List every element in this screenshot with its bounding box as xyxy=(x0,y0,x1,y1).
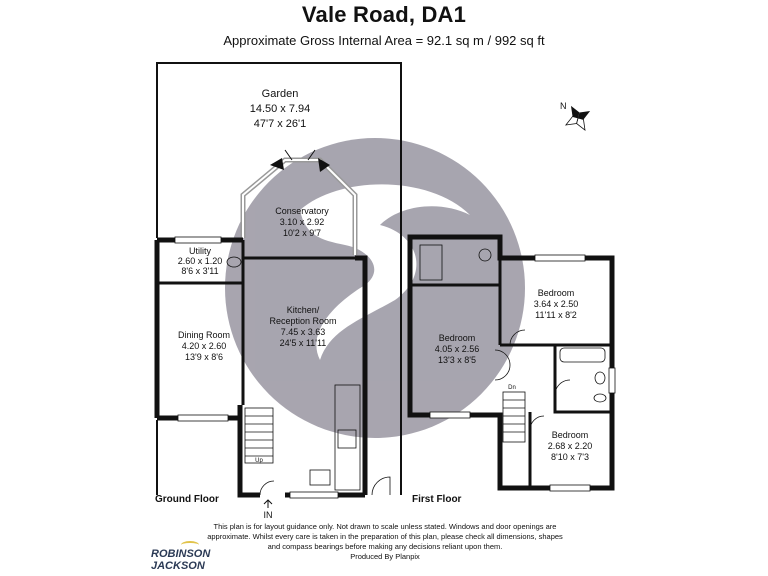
kitchen-name-line2: Reception Room xyxy=(269,316,337,326)
bedroom-3-name: Bedroom xyxy=(551,430,589,440)
first-floor-label: First Floor xyxy=(412,494,462,505)
utility-imperial: 8'6 x 3'11 xyxy=(181,266,219,276)
gross-internal-area: Approximate Gross Internal Area = 92.1 sq m / 992 sq ft xyxy=(223,33,545,48)
conservatory-metric: 3.10 x 2.92 xyxy=(279,217,325,227)
bedroom-3-metric: 2.68 x 2.20 xyxy=(547,441,593,451)
front-door xyxy=(260,481,274,495)
compass-north-label: N xyxy=(560,101,567,111)
ground-stairs-label: Up xyxy=(255,458,263,464)
bedroom-3-door xyxy=(530,416,544,430)
kitchen-metric: 7.45 x 3.63 xyxy=(280,327,326,337)
dining-imperial: 13'9 x 8'6 xyxy=(185,352,223,362)
ground-stairs xyxy=(245,408,273,463)
dining-name: Dining Room xyxy=(177,330,231,340)
garden-name: Garden xyxy=(261,88,299,100)
bedroom-2-imperial: 13'3 x 8'5 xyxy=(438,355,476,365)
conservatory-name: Conservatory xyxy=(275,206,329,216)
kitchen-window xyxy=(290,492,338,498)
bedroom-2-window xyxy=(430,412,470,418)
bath xyxy=(560,348,605,362)
basin xyxy=(594,394,606,402)
utility-name: Utility xyxy=(189,246,211,256)
dining-metric: 4.20 x 2.60 xyxy=(181,341,227,351)
brand-line1: ROBINSON xyxy=(151,548,211,560)
garden-metric: 14.50 x 7.94 xyxy=(249,103,311,115)
bedroom-1-metric: 3.64 x 2.50 xyxy=(533,299,579,309)
conservatory-imperial: 10'2 x 9'7 xyxy=(283,228,321,238)
bathroom-door xyxy=(555,380,570,395)
bedroom-3-imperial: 8'10 x 7'3 xyxy=(551,452,589,462)
bathroom-walls xyxy=(555,345,612,412)
bedroom-1-imperial: 11'11 x 8'2 xyxy=(535,310,577,320)
utility-metric: 2.60 x 1.20 xyxy=(177,256,223,266)
kitchen-imperial: 24'5 x 11'11 xyxy=(279,338,327,348)
bathroom-window xyxy=(609,368,615,393)
toilet xyxy=(595,372,605,384)
dining-window xyxy=(178,415,228,421)
ground-floor-label: Ground Floor xyxy=(155,494,219,505)
produced-by: Produced By Planpix xyxy=(350,552,420,561)
brand-logo xyxy=(151,548,221,572)
entrance-arrow-icon xyxy=(264,500,272,508)
hall-wall xyxy=(240,405,260,495)
brand-line2: JACKSON xyxy=(151,560,205,572)
bedroom-1-name: Bedroom xyxy=(537,288,575,298)
utility-window xyxy=(175,237,221,243)
bedroom-1-window xyxy=(535,255,585,261)
bedroom-2-metric: 4.05 x 2.56 xyxy=(434,344,480,354)
garden-imperial: 47'7 x 26'1 xyxy=(253,118,307,130)
watermark-logo xyxy=(225,138,525,438)
kitchen-name-line1: Kitchen/ xyxy=(286,305,320,315)
bedroom-2-name: Bedroom xyxy=(438,333,476,343)
first-stairs xyxy=(503,392,525,442)
bedroom-3-window xyxy=(550,485,590,491)
sink xyxy=(310,470,330,485)
first-stairs-label: Dn xyxy=(508,385,516,391)
side-door xyxy=(372,477,390,495)
brand-swoosh-icon xyxy=(181,541,199,549)
disclaimer xyxy=(200,522,570,562)
disclaimer-text: This plan is for layout guidance only. Not drawn to scale unless stated. Windows and door openings are approximate. Whilst every care is taken in the preparation of this plan, please check all dimensions, shapes and compass bearings before making any decisions reliant upon them. xyxy=(207,522,563,551)
plan-title: Vale Road, DA1 xyxy=(301,2,467,27)
entrance-label: IN xyxy=(263,510,273,520)
